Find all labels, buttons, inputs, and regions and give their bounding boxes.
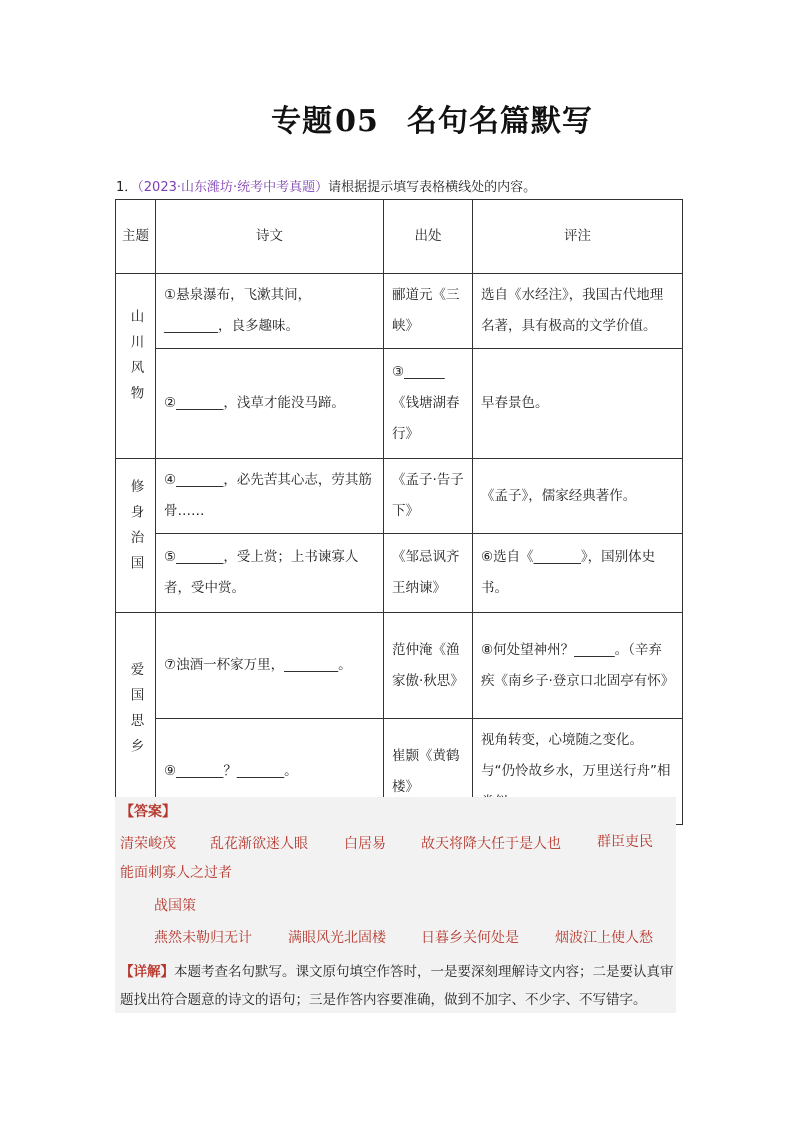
- header-poem: 诗文: [156, 200, 384, 274]
- answer-item: 战国策: [154, 898, 196, 914]
- theme-cell: [116, 459, 156, 613]
- poem-table: [115, 199, 683, 825]
- theme-label: 修身治国: [127, 478, 144, 581]
- table-row: [116, 349, 683, 459]
- answer-label: 【答案】: [120, 804, 176, 820]
- page-title: [0, 96, 794, 140]
- question-source: （2023·山东潍坊·统考中考真题）: [137, 180, 329, 195]
- theme-cell: [116, 274, 156, 459]
- theme-label: 爱国思乡: [127, 661, 144, 764]
- note-cell: ⑧何处望神州？______。（辛弃疾《南乡子·登京口北固亭有怀》: [473, 613, 683, 719]
- answer-item: 乱花渐欲迷人眼: [210, 836, 308, 852]
- poem-cell: ⑨_______？_______。: [156, 719, 384, 825]
- table-row: [116, 534, 683, 613]
- detail-label: 【详解】: [120, 964, 174, 980]
- answer-item: 烟波江上使人愁: [555, 930, 653, 946]
- question-line: [116, 176, 536, 195]
- answer-item: 故天将降大任于是人也: [421, 836, 561, 852]
- theme-cell: [116, 613, 156, 825]
- detail-block: [120, 958, 678, 1014]
- source-cell: 崔颢《黄鹤楼》: [384, 719, 473, 825]
- title-main: 专题: [271, 104, 334, 139]
- table-header-row: [116, 200, 683, 274]
- note-cell: 早春景色。: [473, 349, 683, 459]
- answer-item-wrap: 群臣吏民能面刺寡人之过者: [120, 834, 653, 881]
- table-row: [116, 613, 683, 719]
- answer-item: 燕然未勒归无计: [154, 930, 252, 946]
- poem-cell: ⑤_______，受上赏；上书谏寡人者，受中赏。: [156, 534, 384, 613]
- note-cell: 视角转变，心境随之变化。与“仍怜故乡水，万里送行舟”相: [473, 719, 683, 825]
- table-row: [116, 459, 683, 534]
- question-number: 1．: [116, 180, 138, 195]
- source-cell: 《孟子·告子下》: [384, 459, 473, 534]
- header-theme-text: 主题: [122, 228, 149, 244]
- title-number: 05: [335, 104, 379, 139]
- source-cell: 郦道元《三峡》: [384, 274, 473, 349]
- answer-item: 白居易: [344, 836, 386, 852]
- theme-label: 山川风物: [127, 309, 144, 411]
- poem-cell: ②_______，浅草才能没马蹄。: [156, 349, 384, 459]
- poem-cell: ①悬泉瀑布，飞漱其间，________，良多趣味。: [156, 274, 384, 349]
- note-cell: 《孟子》，儒家经典著作。: [473, 459, 683, 534]
- question-text: 请根据提示填写表格横线处的内容。: [328, 180, 537, 195]
- answer-item: 满眼风光北固楼: [288, 930, 386, 946]
- source-cell: 《邹忌讽齐王纳谏》: [384, 534, 473, 613]
- source-cell: 范仲淹《渔家傲·秋思》: [384, 613, 473, 719]
- detail-text: 本题考查名句默写。课文原句填空作答时，一是要深刻理解诗文内容；二是要认真审题找出符合题意的诗文的语句；三是作答内容要准确，做到不加字、不少字、不写错字。: [120, 964, 674, 1008]
- header-theme: [116, 200, 156, 274]
- header-note: 评注: [473, 200, 683, 274]
- source-cell: ③______《钱塘湖春行》: [384, 349, 473, 459]
- note-cell: ⑥选自《_______》，国别体史书。: [473, 534, 683, 613]
- poem-cell: ⑦浊酒一杯家万里，________。: [156, 613, 384, 719]
- table-row: [116, 274, 683, 349]
- header-source: 出处: [384, 200, 473, 274]
- title-sub: 名句名篇默写: [406, 104, 593, 139]
- answer-item: 日暮乡关何处是: [421, 930, 519, 946]
- note-cell: 选自《水经注》，我国古代地理名著，具有极高的文学价值。: [473, 274, 683, 349]
- answer-item: 清荣峻茂: [120, 836, 176, 852]
- poem-cell: ④_______，必先苦其心志，劳其筋骨……: [156, 459, 384, 534]
